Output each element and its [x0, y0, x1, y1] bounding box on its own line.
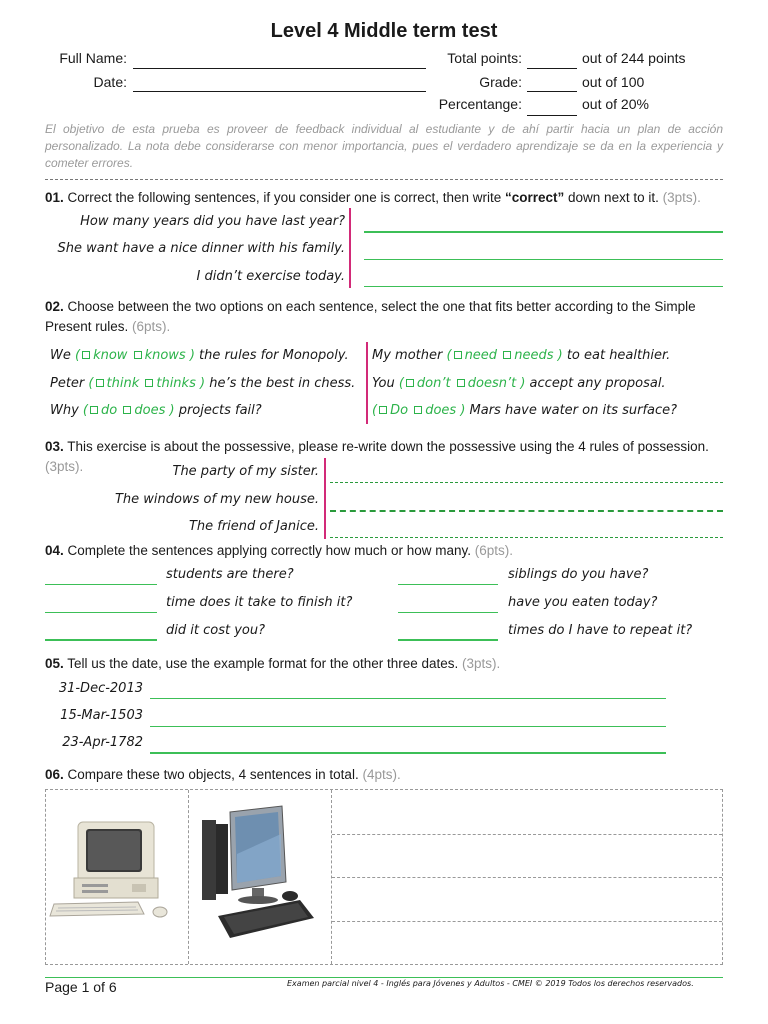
- q5-number: 05.: [45, 656, 64, 671]
- old-computer-image: [48, 820, 174, 924]
- checkbox[interactable]: [379, 406, 387, 414]
- q4-right-sentence-1: siblings do you have?: [508, 567, 649, 582]
- q4-blank-left-1[interactable]: [45, 584, 157, 585]
- q4-blank-left-2[interactable]: [45, 612, 157, 613]
- q4-left-sentence-3: did it cost you?: [166, 623, 265, 638]
- q3-points: (3pts).: [45, 459, 84, 474]
- q3-divider: [324, 458, 326, 539]
- q2-text: Choose between the two options on each sentence, select the one that fits better according to the Simple Present rules.: [45, 299, 696, 334]
- q1-number: 01.: [45, 190, 64, 205]
- q4-number: 04.: [45, 543, 64, 558]
- checkbox[interactable]: [414, 406, 422, 414]
- q3-answer-line-3[interactable]: [330, 537, 723, 538]
- q5-answer-line-1[interactable]: [150, 698, 666, 699]
- q3-text: This exercise is about the possessive, please re-write down the possessive using the 4 rules of possession.: [63, 439, 709, 454]
- full-name-field[interactable]: [133, 68, 426, 69]
- q4-blank-left-3[interactable]: [45, 639, 157, 641]
- q4-left-sentence-1: students are there?: [166, 567, 294, 582]
- q1-divider: [349, 208, 351, 288]
- q1-answer-line-2[interactable]: [364, 259, 723, 260]
- q3-phrase-1: The party of my sister.: [172, 464, 319, 479]
- intro-text: El objetivo de esta prueba es proveer de feedback individual al estudiante y de ahí partir hacia un plan de acción personalizado. La nota debe considerarse con menor importancia, pues el verdadero aprendizaje se da en la experiencia y cometer errores.: [45, 122, 723, 170]
- checkbox[interactable]: [503, 351, 511, 359]
- q1-text-bold: “correct”: [505, 190, 565, 205]
- q4-instructions: [45, 541, 725, 561]
- q1-points: (3pts).: [662, 190, 701, 205]
- q4-blank-right-2[interactable]: [398, 612, 498, 613]
- q2-right-sentence-2: You ( don’t doesn’t ) accept any proposal.: [372, 376, 666, 391]
- q1-sentence-3: I didn’t exercise today.: [196, 269, 345, 284]
- checkbox[interactable]: [123, 406, 131, 414]
- answer-row-divider-2: [332, 877, 722, 878]
- q1-sentence-1: How many years did you have last year?: [80, 214, 345, 229]
- comparison-box: [45, 789, 723, 965]
- page-number: Page 1 of 6: [45, 979, 117, 995]
- q1-text-b: down next to it.: [564, 190, 663, 205]
- checkbox[interactable]: [145, 379, 153, 387]
- q4-left-sentence-2: time does it take to finish it?: [166, 595, 353, 610]
- q6-points: (4pts).: [362, 767, 401, 782]
- q4-points: (6pts).: [474, 543, 513, 558]
- checkbox[interactable]: [406, 379, 414, 387]
- q4-blank-right-1[interactable]: [398, 584, 498, 585]
- q5-date-3: 23-Apr-1782: [62, 735, 143, 750]
- q2-left-sentence-1: We ( know knows ) the rules for Monopoly.: [50, 348, 349, 363]
- q5-text: Tell us the date, use the example format for the other three dates.: [63, 656, 463, 671]
- q1-sentence-2: She want have a nice dinner with his family.: [57, 241, 345, 256]
- grade-suffix: out of 100: [582, 74, 645, 90]
- q5-points: (3pts).: [462, 656, 501, 671]
- full-name-label: Full Name:: [59, 50, 127, 66]
- q2-left-sentence-2: Peter ( think thinks ) he’s the best in chess.: [50, 376, 356, 391]
- checkbox[interactable]: [134, 351, 142, 359]
- q4-right-sentence-2: have you eaten today?: [508, 595, 658, 610]
- date-label: Date:: [93, 74, 127, 90]
- divider: [45, 179, 723, 180]
- q3-answer-line-2[interactable]: [330, 510, 723, 512]
- answer-row-divider-3: [332, 921, 722, 922]
- box-divider-1: [188, 790, 189, 964]
- q5-answer-line-3[interactable]: [150, 752, 666, 754]
- percentage-field[interactable]: [527, 115, 577, 116]
- q3-phrase-2: The windows of my new house.: [114, 492, 319, 507]
- q2-points: (6pts).: [132, 319, 171, 334]
- checkbox[interactable]: [82, 351, 90, 359]
- page-title: Level 4 Middle term test: [270, 20, 498, 42]
- q4-right-sentence-3: times do I have to repeat it?: [508, 623, 693, 638]
- checkbox[interactable]: [454, 351, 462, 359]
- percentage-label: Percentange:: [438, 96, 522, 112]
- date-field[interactable]: [133, 91, 426, 92]
- q3-answer-line-1[interactable]: [330, 482, 723, 483]
- q6-instructions: [45, 765, 725, 785]
- grade-field[interactable]: [527, 91, 577, 92]
- checkbox[interactable]: [90, 406, 98, 414]
- q3-phrase-3: The friend of Janice.: [188, 519, 319, 534]
- q5-instructions: [45, 654, 725, 674]
- grade-label: Grade:: [479, 74, 522, 90]
- total-points-label: Total points:: [447, 50, 522, 66]
- q2-right-sentence-1: My mother ( need needs ) to eat healthier.: [372, 348, 671, 363]
- q6-number: 06.: [45, 767, 64, 782]
- q5-date-2: 15-Mar-1503: [60, 708, 143, 723]
- q3-number: 03.: [45, 439, 64, 454]
- q4-text: Complete the sentences applying correctly how much or how many.: [63, 543, 475, 558]
- answer-row-divider-1: [332, 834, 722, 835]
- q1-answer-line-3[interactable]: [364, 286, 723, 287]
- q1-answer-line-1[interactable]: [364, 231, 723, 233]
- q1-text-a: Correct the following sentences, if you consider one is correct, then write: [63, 190, 505, 205]
- total-points-suffix: out of 244 points: [582, 50, 686, 66]
- q1-instructions: [45, 188, 725, 208]
- q5-date-1: 31-Dec-2013: [58, 681, 143, 696]
- copyright-text: Examen parcial nivel 4 - Inglés para Jóvenes y Adultos - CMEI © 2019 Todos los derechos reservados.: [287, 979, 694, 988]
- q2-left-sentence-3: Why ( do does ) projects fail?: [50, 403, 262, 418]
- percentage-suffix: out of 20%: [582, 96, 649, 112]
- footer-divider: [45, 977, 723, 978]
- q2-instructions: [45, 297, 725, 337]
- q5-answer-line-2[interactable]: [150, 726, 666, 727]
- total-points-field[interactable]: [527, 68, 577, 69]
- q2-right-sentence-3: ( Do does ) Mars have water on its surface?: [372, 403, 678, 418]
- checkbox[interactable]: [457, 379, 465, 387]
- checkbox[interactable]: [96, 379, 104, 387]
- q4-blank-right-3[interactable]: [398, 639, 498, 641]
- q6-text: Compare these two objects, 4 sentences in total.: [63, 767, 363, 782]
- q2-divider: [366, 342, 368, 424]
- q2-number: 02.: [45, 299, 64, 314]
- modern-computer-image: [196, 804, 326, 944]
